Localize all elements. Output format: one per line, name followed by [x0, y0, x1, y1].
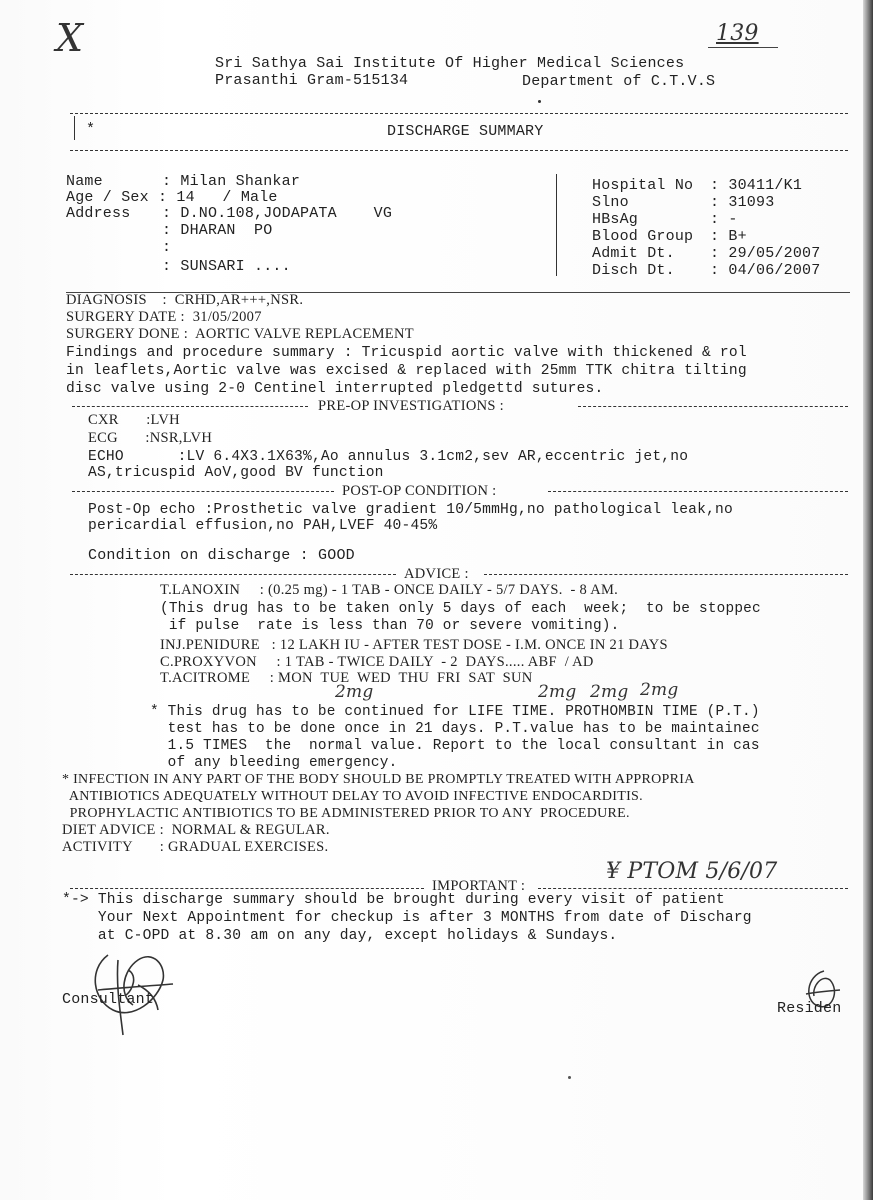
- resident-label: Residen: [777, 1000, 842, 1017]
- important-line-2: Your Next Appointment for checkup is after 3 MONTHS from date of Discharg: [62, 910, 752, 926]
- surgery-done: SURGERY DONE : AORTIC VALVE REPLACEMENT: [66, 326, 414, 342]
- admit-date-label: Admit Dt.: [592, 245, 675, 262]
- advice-rule-right: [484, 574, 848, 575]
- blood-group-value: : B+: [710, 228, 747, 245]
- advice-rule-left: [70, 574, 396, 575]
- postop-echo-2: pericardial effusion,no PAH,LVEF 40-45%: [88, 518, 438, 534]
- title-bottom-rule: [70, 150, 848, 151]
- postop-echo-1: Post-Op echo :Prosthetic valve gradient 10/5mmHg,no pathological leak,no: [88, 502, 733, 518]
- lifetime-note-2: test has to be done once in 21 days. P.T.value has to be maintainec: [150, 721, 760, 737]
- institute-name: Sri Sathya Sai Institute Of Higher Medical Sciences: [215, 55, 685, 72]
- age-sex-label: Age / Sex: [66, 189, 149, 206]
- dose-fri: 2mg: [538, 682, 577, 702]
- hbsag-label: HBsAg: [592, 211, 639, 228]
- consultant-label: Consultant: [62, 991, 155, 1008]
- lanoxin-note-1: (This drug has to be taken only 5 days of each week; to be stoppec: [160, 601, 761, 617]
- slno-label: Slno: [592, 194, 629, 211]
- lifetime-note-1: * This drug has to be continued for LIFE TIME. PROTHOMBIN TIME (P.T.): [150, 704, 760, 720]
- speck: [568, 1076, 571, 1079]
- dose-sun: 2mg: [640, 680, 679, 700]
- scan-edge-shadow: [863, 0, 873, 1200]
- preop-echo-2: AS,tricuspid AoV,good BV function: [88, 465, 384, 481]
- lanoxin-line: T.LANOXIN : (0.25 mg) - 1 TAB - ONCE DAILY - 5/7 DAYS. - 8 AM.: [160, 582, 619, 598]
- admit-date-value: : 29/05/2007: [710, 245, 821, 262]
- infection-note-3: PROPHYLACTIC ANTIBIOTICS TO BE ADMINISTERED PRIOR TO ANY PROCEDURE.: [62, 806, 630, 821]
- address-line-2: : DHARAN PO: [162, 222, 273, 239]
- diagnosis: DIAGNOSIS : CRHD,AR+++,NSR.: [66, 292, 304, 308]
- preop-cxr: CXR :LVH: [88, 412, 180, 428]
- address-line-3: :: [162, 239, 172, 256]
- page-number-underline: [708, 47, 778, 48]
- address-line-1: : D.NO.108,JODAPATA VG: [162, 205, 393, 222]
- important-heading: IMPORTANT :: [432, 878, 526, 894]
- slno-value: : 31093: [710, 194, 775, 211]
- postop-rule-left: [72, 491, 334, 492]
- department-name: Department of C.T.V.S: [522, 73, 716, 90]
- hospital-no-value: : 30411/K1: [710, 177, 803, 194]
- findings-line-3: disc valve using 2-0 Centinel interrupted pledgettd sutures.: [66, 381, 604, 397]
- acitrome-line: T.ACITROME : MON TUE WED THU FRI SAT SUN: [160, 670, 533, 686]
- important-line-3: at C-OPD at 8.30 am on any day, except holidays & Sundays.: [62, 928, 618, 944]
- advice-heading: ADVICE :: [404, 566, 469, 582]
- blood-group-label: Blood Group: [592, 228, 694, 245]
- page-number: 139: [716, 21, 759, 46]
- findings-line-1: Findings and procedure summary : Tricuspid aortic valve with thickened & rol: [66, 345, 747, 361]
- infection-note-1: * INFECTION IN ANY PART OF THE BODY SHOULD BE PROMPTLY TREATED WITH APPROPRIA: [62, 772, 695, 787]
- infection-note-2: ANTIBIOTICS ADEQUATELY WITHOUT DELAY TO AVOID INFECTIVE ENDOCARDITIS.: [62, 789, 643, 804]
- preop-ecg: ECG :NSR,LVH: [88, 430, 213, 446]
- preop-rule-right: [578, 406, 848, 407]
- important-line-1: *-> This discharge summary should be brought during every visit of patient: [62, 892, 725, 908]
- corner-x-mark: X: [56, 16, 84, 60]
- hbsag-value: : -: [710, 211, 738, 228]
- institute-address: Prasanthi Gram-515134: [215, 72, 409, 89]
- surgery-date: SURGERY DATE : 31/05/2007: [66, 309, 262, 325]
- address-line-4: : SUNSARI ....: [162, 258, 291, 275]
- title-star: *: [86, 121, 96, 138]
- dose-mon: 2mg: [335, 682, 374, 702]
- consultant-signature: [78, 940, 188, 1040]
- activity-advice: ACTIVITY : GRADUAL EXERCISES.: [62, 839, 329, 855]
- important-rule-left: [70, 888, 424, 889]
- preop-echo-1: ECHO :LV 6.4X3.1X63%,Ao annulus 3.1cm2,sev AR,eccentric jet,no: [88, 449, 689, 465]
- speck: [538, 100, 541, 103]
- postop-rule-right: [548, 491, 848, 492]
- handwritten-ptom-note: ¥ PTOM 5/6/07: [606, 859, 778, 884]
- hospital-no-label: Hospital No: [592, 177, 694, 194]
- postop-heading: POST-OP CONDITION :: [342, 483, 497, 499]
- dose-sat: 2mg: [590, 682, 629, 702]
- discharge-date-value: : 04/06/2007: [710, 262, 821, 279]
- penidure-line: INJ.PENIDURE : 12 LAKH IU - AFTER TEST DOSE - I.M. ONCE IN 21 DAYS: [160, 637, 668, 653]
- lifetime-note-3: 1.5 TIMES the normal value. Report to the local consultant in cas: [150, 738, 760, 754]
- discharge-date-label: Disch Dt.: [592, 262, 675, 279]
- findings-line-2: in leaflets,Aortic valve was excised & replaced with 25mm TTK chitra tilting: [66, 363, 747, 379]
- info-divider: [556, 174, 557, 276]
- lifetime-note-4: of any bleeding emergency.: [150, 755, 398, 771]
- diet-advice: DIET ADVICE : NORMAL & REGULAR.: [62, 822, 330, 838]
- name-label: Name: [66, 173, 103, 190]
- proxyvon-line: C.PROXYVON : 1 TAB - TWICE DAILY - 2 DAYS..... ABF / AD: [160, 654, 594, 670]
- title-top-rule: [70, 113, 848, 114]
- preop-rule-left: [72, 406, 308, 407]
- age-sex-value: : 14 / Male: [158, 189, 278, 206]
- address-label: Address: [66, 205, 131, 222]
- name-value: : Milan Shankar: [162, 173, 301, 190]
- important-rule-right: [538, 888, 848, 889]
- lanoxin-note-2: if pulse rate is less than 70 or severe vomiting).: [160, 618, 620, 634]
- title-left-bar: [74, 116, 75, 140]
- document-title: DISCHARGE SUMMARY: [387, 123, 544, 140]
- preop-heading: PRE-OP INVESTIGATIONS :: [318, 398, 505, 414]
- discharge-condition: Condition on discharge : GOOD: [88, 547, 355, 564]
